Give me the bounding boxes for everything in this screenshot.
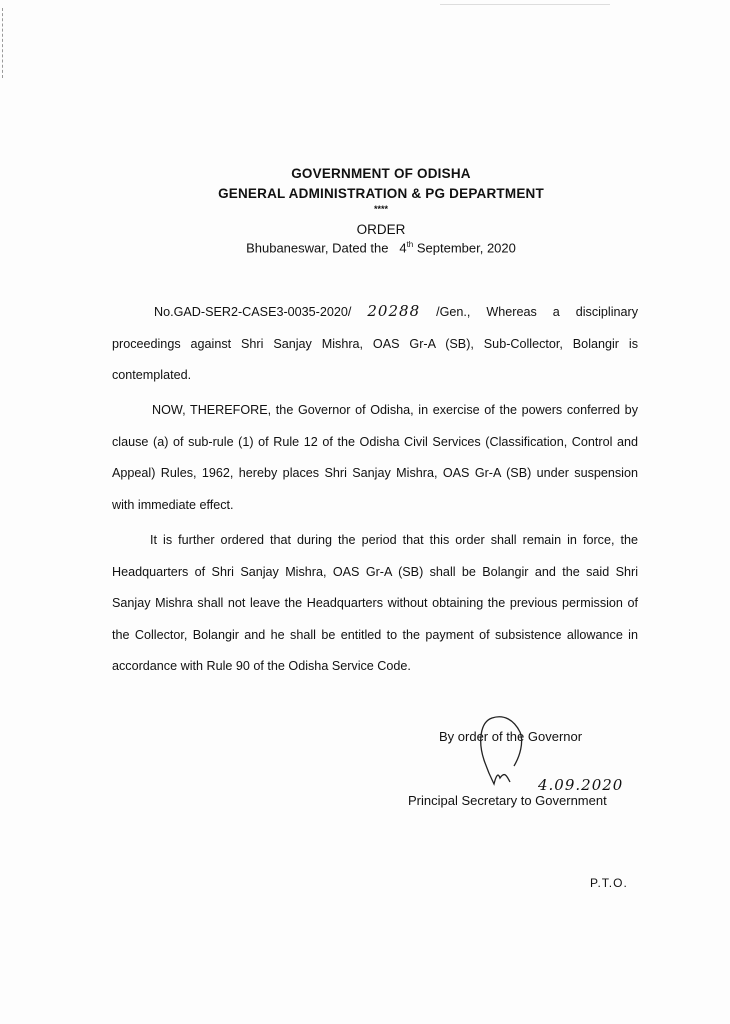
paragraph-1-text: /Gen., Whereas a disciplinary proceedings against Shri Sanjay Mishra, OAS Gr-A (SB), Sub-Collector, Bolangir is contemplated.	[112, 305, 639, 382]
pto-marker: P.T.O.	[590, 876, 628, 890]
scan-edge-mark	[2, 8, 5, 78]
department-title: GENERAL ADMINISTRATION & PG DEPARTMENT	[218, 186, 544, 201]
dated-month-year: September, 2020	[416, 240, 516, 256]
dated-day-suffix: th	[406, 240, 414, 249]
order-heading: ORDER	[356, 222, 406, 237]
paragraph-1	[112, 296, 638, 392]
reference-number: No.GAD-SER2-CASE3-0035-2020/	[154, 305, 352, 319]
paragraph-3: It is further ordered that during the period that this order shall remain in force, the Headquarters of Shri Sanjay Mishra, OAS Gr-A (SB) shall be Bolangir and the said Shri Sanjay Mishra shall not leave the Headquarters without obtaining the previous permission of the Collector, Bolangir and he shall be entitled to the payment of subsistence allowance in accordance with Rule 90 of the Odisha Service Code.	[112, 533, 638, 673]
scan-top-line	[440, 4, 610, 5]
designation: Principal Secretary to Government	[408, 793, 607, 808]
separator-stars: ****	[373, 204, 388, 214]
dated-line	[16, 240, 730, 255]
handwritten-reference: 20288	[367, 302, 421, 320]
handwritten-date: 4.09.2020	[538, 776, 624, 794]
by-order-line: By order of the Governor	[439, 729, 583, 744]
dated-day: 4	[399, 240, 407, 256]
government-title: GOVERNMENT OF ODISHA	[291, 166, 471, 181]
dated-prefix: Bhubaneswar, Dated the	[246, 240, 389, 256]
paragraph-2: NOW, THEREFORE, the Governor of Odisha, in exercise of the powers conferred by clause (a) of sub-rule (1) of Rule 12 of the Odisha Civil Services (Classification, Control and Appeal) Rules, 1962, hereby places Shri Sanjay Mishra, OAS Gr-A (SB) under suspension with immediate effect.	[112, 403, 638, 512]
